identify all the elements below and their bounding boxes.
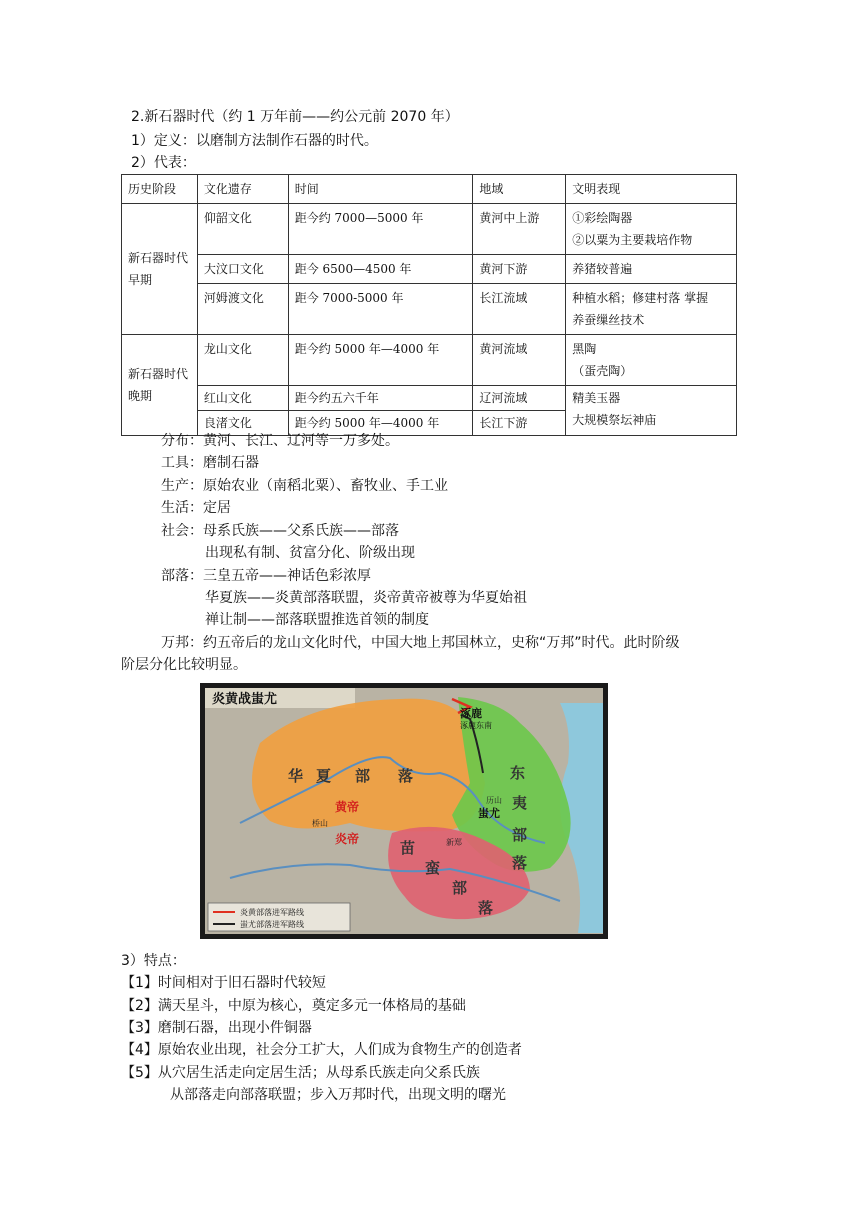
note-wanbang-2: 阶层分化比较明显。: [121, 657, 247, 673]
historical-map: [200, 683, 608, 939]
note-society-2: 出现私有制、贫富分化、阶级出现: [205, 545, 415, 561]
region-cell: 黄河中上游: [473, 204, 566, 255]
dongyi-char: 落: [512, 854, 528, 872]
region-cell: 黄河流域: [473, 335, 566, 386]
miaoman-char: 苗: [400, 839, 416, 857]
dongyi-char: 夷: [512, 794, 528, 812]
huaxia-char: 华: [288, 767, 304, 785]
note-tools: 工具：磨制石器: [161, 455, 259, 471]
table-header-row: [122, 175, 737, 204]
region-cell: 辽河流域: [473, 386, 566, 411]
time-cell: 距今约 5000 年—4000 年: [288, 411, 473, 436]
header-cell: 文化遗存: [197, 175, 288, 204]
culture-cell: 河姆渡文化: [197, 284, 288, 335]
note-distribution: 分布：黄河、长江、辽河等一万多处。: [161, 433, 399, 449]
dongyi-char: 部: [512, 826, 528, 844]
stage-cell-late: 新石器时代晚期: [122, 335, 198, 436]
region-cell: 长江下游: [473, 411, 566, 436]
feature-item: 【4】原始农业出现，社会分工扩大，人们成为食物生产的创造者: [121, 1042, 522, 1058]
time-cell: 距今 7000-5000 年: [288, 284, 473, 335]
region-cell: 长江流域: [473, 284, 566, 335]
civilization-cell: [566, 255, 737, 284]
miaoman-char: 落: [478, 899, 494, 917]
feature-item: 【3】磨制石器，出现小件铜器: [121, 1020, 312, 1036]
civ-line: 养蚕缫丝技术: [572, 313, 645, 327]
note-life: 生活：定居: [161, 500, 231, 516]
header-cell: 文明表现: [566, 175, 737, 204]
note-society: 社会：母系氏族——父系氏族——部落: [161, 523, 399, 539]
definition-line: 1）定义：以磨制方法制作石器的时代。: [131, 133, 378, 149]
qiaoshan-label: 桥山: [312, 819, 328, 828]
note-tribe-2: 华夏族——炎黄部落联盟，炎帝黄帝被尊为华夏始祖: [205, 590, 527, 606]
note-tribe-3: 禅让制——部落联盟推选首领的制度: [205, 612, 429, 628]
miaoman-char: 部: [452, 879, 468, 897]
culture-cell: 红山文化: [197, 386, 288, 411]
culture-cell: 良渚文化: [197, 411, 288, 436]
civilization-cell: [566, 284, 737, 335]
feature-item: 【1】时间相对于旧石器时代较短: [121, 975, 326, 991]
header-cell: 地域: [473, 175, 566, 204]
civ-line: ①彩绘陶器: [572, 211, 633, 225]
time-cell: 距今约五六千年: [288, 386, 473, 411]
neolithic-culture-table: [121, 174, 737, 436]
huaxia-char: 落: [398, 767, 414, 785]
time-cell: 距今 6500—4500 年: [288, 255, 473, 284]
huaxia-char: 部: [355, 767, 371, 785]
map-title: 炎黄战蚩尤: [212, 692, 278, 707]
note-tribe: 部落：三皇五帝——神话色彩浓厚: [161, 568, 371, 584]
civilization-cell-merged: [566, 386, 737, 436]
feature-item: 从部落走向部落联盟；步入万邦时代，出现文明的曙光: [170, 1087, 506, 1103]
xinzheng-label: 新郑: [446, 838, 462, 847]
features-label: 3）特点：: [121, 953, 186, 969]
table-row: [122, 255, 737, 284]
huaxia-char: 夏: [316, 767, 332, 785]
note-wanbang: 万邦：约五帝后的龙山文化时代，中国大地上邦国林立，史称“万邦”时代。此时阶级: [161, 635, 680, 651]
huangdi-label: 黄帝: [335, 800, 360, 814]
stage-cell-early: 新石器时代早期: [122, 204, 198, 335]
civ-line: （蛋壳陶）: [572, 364, 633, 378]
legend-black-label: 蚩尤部落进军路线: [240, 920, 304, 929]
time-cell: 距今约 5000 年—4000 年: [288, 335, 473, 386]
legend-red-label: 炎黄部落进军路线: [240, 908, 304, 917]
civilization-cell: [566, 204, 737, 255]
culture-cell: 龙山文化: [197, 335, 288, 386]
zhuolu-label: 涿鹿: [460, 707, 482, 720]
representative-label: 2）代表：: [131, 155, 196, 171]
feature-item: 【5】从穴居生活走向定居生活；从母系氏族走向父系氏族: [121, 1065, 480, 1081]
lishan-label: 历山: [486, 796, 502, 805]
chiyou-label: 蚩尤: [478, 807, 500, 820]
civilization-cell: [566, 335, 737, 386]
civ-line: 黑陶: [572, 342, 597, 356]
civ-line: 种植水稻；修建村落 掌握: [572, 291, 709, 305]
note-production: 生产：原始农业（南稻北粟）、畜牧业、手工业: [161, 478, 448, 494]
table-row: [122, 204, 737, 255]
culture-cell: 仰韶文化: [197, 204, 288, 255]
zhuolu-sub-label: 涿鹿东南: [460, 721, 492, 730]
header-cell: 历史阶段: [122, 175, 198, 204]
section-heading: 2.新石器时代（约 1 万年前——约公元前 2070 年）: [131, 109, 459, 125]
region-cell: 黄河下游: [473, 255, 566, 284]
culture-cell: 大汶口文化: [197, 255, 288, 284]
civ-line: ②以粟为主要栽培作物: [572, 233, 693, 247]
feature-item: 【2】满天星斗，中原为核心，奠定多元一体格局的基础: [121, 998, 466, 1014]
table-row: [122, 284, 737, 335]
dongyi-char: 东: [510, 764, 526, 782]
table-row: [122, 386, 737, 411]
yandi-label: 炎帝: [335, 832, 360, 846]
table-row: [122, 335, 737, 386]
civ-line: 大规模祭坛神庙: [572, 413, 657, 427]
civ-line: 养猪较普遍: [572, 262, 633, 276]
header-cell: 时间: [288, 175, 473, 204]
civ-line: 精美玉器: [572, 391, 621, 405]
time-cell: 距今约 7000—5000 年: [288, 204, 473, 255]
miaoman-char: 蛮: [425, 859, 441, 877]
